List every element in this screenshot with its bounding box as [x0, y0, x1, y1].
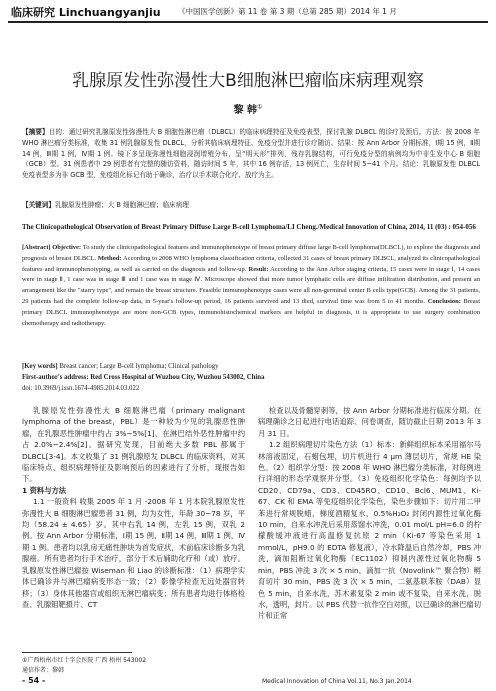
method-text: According to 2008 WHO lymphoma classification criteria, collected 31 cases of breast primary DLBCL, analyzed its clinicopathological features and immunophenotyping, as well as carried on the diagnosis and follow-up.	[22, 254, 481, 273]
objective-text: To study the clinicopathological features and immunophenotype of breast primary diffuse large B-cell lymphoma(DLBCL), to explore the diagnosis and prognosis of breast DLBCL.	[22, 244, 481, 262]
keywords-en-label: [Key words]	[22, 363, 58, 370]
keywords-cn	[22, 200, 480, 211]
author-affiliation-mark: ①	[257, 103, 263, 111]
section-heading-materials: 1 资料与方法	[22, 485, 67, 495]
conclusion-text: Breast primary DLBCL immunophenotype are more non-GCB types, immunohistochemical markers are helpful in diagnosis, it is appropriate to use surgery combination chemotherapy and radiotherapy.	[22, 297, 481, 327]
abstract-cn-text: 目的：通过研究乳腺原发性弥漫性大 B 细胞性淋巴瘤（DLBCL）的临床病理特征及免疫表型，探讨乳腺 DLBCL 的诊疗及预后。方法：按 2008 年 WHO 淋巴瘤分类标准，收集 31 例乳腺原发性 DLBCL，分析其临床病理特征、免疫分型并进行诊疗随访。结果：按 Ann Arbor 分期标准，Ⅰ期 15 例，Ⅱ期 14 例，Ⅲ期 1 例，Ⅳ期 1 例。镜下多呈现弥漫性细胞浸润增殖分布，呈“明天形”排列，残存乳腺结构，可行免疫分型的病例均为中非生发中心 B 细胞（GCB）型。31 例患者中 29 例患者有完整的随访资料，随访时间 5 年，其中 16 例存活，13 例死亡，生存时间 5~41 个月。结论：乳腺原发性 DLBCL 免疫表型多为非 GCB 型，免疫组化标记有助于确诊，治疗以手术联合化疗、放疗为主。	[22, 128, 481, 180]
english-title: The Clinicopathological Observation of Breast Primary Diffuse Large B-cell Lymphoma/LI Cheng./Medical Innovation of China, 2014, 11 (03) : 054-056	[22, 223, 476, 231]
author-line	[0, 101, 496, 116]
body-column-left	[22, 405, 245, 610]
page-number: - 54 -	[22, 676, 46, 685]
general-data-paragraph: 1.1 一般资料 收集 2005 年 1 月 -2008 年 1 月本院乳腺原发性弥漫性大 B 细胞淋巴瘤患者 31 例，均为女性，年龄 30~78 岁，平均（58.24 ± 4.65）岁。其中右乳 14 例，左乳 15 例，双乳 2 例。按 Ann Arbor 分期标准，Ⅰ期 15 例，Ⅱ期 14 例，Ⅲ期 1 例，Ⅳ期 1 例。患者均以乳房无痛性肿块为首发症状，术前临床诊断多为乳腺癌。所有患者均行手术治疗，部分于术后辅助化疗和（或）放疗。乳腺原发性淋巴瘤按 Wiseman 和 Liao 的诊断标准：（1）病理学实体已确诊并与淋巴瘤病变形态一致；（2）影像学检查无远处器官转移；（3）身体其他器官或组织无淋巴瘤病变；所有患者均进行体格检查、乳腺钼靶摄片、CT	[22, 497, 245, 609]
header-rule	[8, 21, 488, 23]
abstract-cn-label: 【摘要】	[22, 128, 49, 136]
result-label: Result:	[248, 265, 269, 273]
journal-citation: 《中国医学创新》第 11 卷 第 3 期（总第 285 期）2014 年 1 月	[178, 7, 397, 16]
staging-paragraph: 检查以及骨髓穿刺等，按 Ann Arbor 分期标准进行临床分期。在病理确诊之日起进行电话追踪、问卷调查，随访截止日期 2013 年 3 月 31 日。	[258, 406, 481, 438]
method-label: Method:	[97, 254, 122, 262]
running-header	[0, 0, 496, 20]
keywords-en-text: Breast cancer; Large B-cell lymphoma; Clinical pathology	[59, 363, 219, 370]
keywords-cn-label: 【关键词】	[22, 201, 55, 209]
intro-paragraph: 乳腺原发性弥漫性大 B 细胞淋巴瘤（primary malignant lymphoma of the breast，PBL）是一种较为少见的乳腺恶性肿瘤，在乳腺恶性肿瘤中约占 3%~5%[1]，在淋巴结外恶性肿瘤中约占 2.0%~2.4%[2]。据研究发现，目前绝大多数 PBL 都属于 DLBCL[3-4]。本文收集了 31 例乳腺原发 DLBCL 的临床资料，对其临床特点、组织病理特征及影响预后的因素进行了分析，现报告如下。	[22, 406, 245, 484]
keywords-en	[22, 362, 480, 373]
result-text: According to the Ann Arbor staging criteria, 15 cases were in stage Ⅰ, 14 cases were in stage Ⅱ, 1 case was in stage Ⅲ and 1 case was in stage Ⅳ. Microscope showed that more tumor lymphatic cells are diffuse infiltration distribution, and present an arrangement like the "starry type", and remain the breast structure. Feasible immunophenotype cases were all non-germinal center B cells type(GCB). Among the 31 patients, 29 patients had the complete follow-up data, in 5-year's follow-up period, 16 patients survived and 13 died, survival time was from 5 to 41 months.	[22, 265, 481, 305]
objective-label: Objective:	[52, 244, 82, 251]
first-author-address: First-author's address: Red Cross Hospital of Wuzhou City, Wuzhou 543002, China	[22, 374, 265, 381]
body-column-right	[258, 405, 481, 622]
section-brand: 临床研究 Linchuangyanjiu	[11, 6, 161, 19]
staining-methods-paragraph: 1.2 组织病理切片染色方法（1）标本：新鲜组织标本采用福尔马林溶液固定，石蜡包埋，切片机进行 4 μm 薄层切片，常规 HE 染色。（2）组织学分型：按 2008 年 WHO 淋巴瘤分类标准，对每例进行详细的形态学观察并分型。（3）免疫组织化学染色：每例均予以 CD20、CD79a、CD3、CD45RO、CD10、Bcl6、MUM1、Ki-67、CK 和 EMA 等免疫组织化学染色，染色步骤如下：切片用二甲苯进行常规脱蜡，梯度酒精复水，0.5%H₂O₂ 封闭内源性过氧化酶 10 min，自来水冲洗后采用蒸馏水冲洗，0.01 mol/L pH=6.0 的柠檬酸缓冲液进行高温修复抗原 2 min（Ki-67 等染色采用 1 mmol/L，pH9.0 的 EDTA 修复液），冷水降温后自然冷却，PBS 冲洗，滴加阻断过氧化物酶（EC1102）抑制内源性过氧化物酶 5 min，PBS 冲洗 3 次 × 5 min，滴加一抗（Novolink™ 聚合物）孵育切片 30 min，PBS 洗 3 次 × 5 min，二氨基联苯胺（DAB）显色 5 min，自来水洗，苏木素复染 2 min 或不复染，自来水洗，脱水，透明，封片。以 PBS 代替一抗作空白对照，以已确诊的淋巴瘤切片和正常	[258, 440, 481, 621]
page-footer-journal: Medical Innovation of China Vol.11, No.3 Jan.2014	[262, 678, 412, 685]
author-name: 黎 韩	[233, 105, 258, 116]
keywords-cn-text: 乳腺原发性肿瘤；大 B 细胞淋巴瘤；临床病理	[54, 201, 189, 209]
abstract-cn	[22, 127, 480, 181]
conclusion-label: Conclusion:	[427, 297, 461, 305]
doi: doi: 10.3969/j.issn.1674-4985.2014.03.022	[22, 385, 140, 392]
abstract-en-label: [Abstract]	[22, 244, 51, 251]
abstract-en	[22, 243, 480, 329]
article-title: 乳腺原发性弥漫性大B细胞淋巴瘤临床病理观察	[72, 71, 424, 91]
footnote-rule	[22, 652, 132, 653]
footnote-corresponding: 通信作者：黎韩	[22, 667, 65, 674]
footnote-affiliation: ①广西梧州市红十字会医院 广西 梧州 543002	[22, 657, 147, 664]
